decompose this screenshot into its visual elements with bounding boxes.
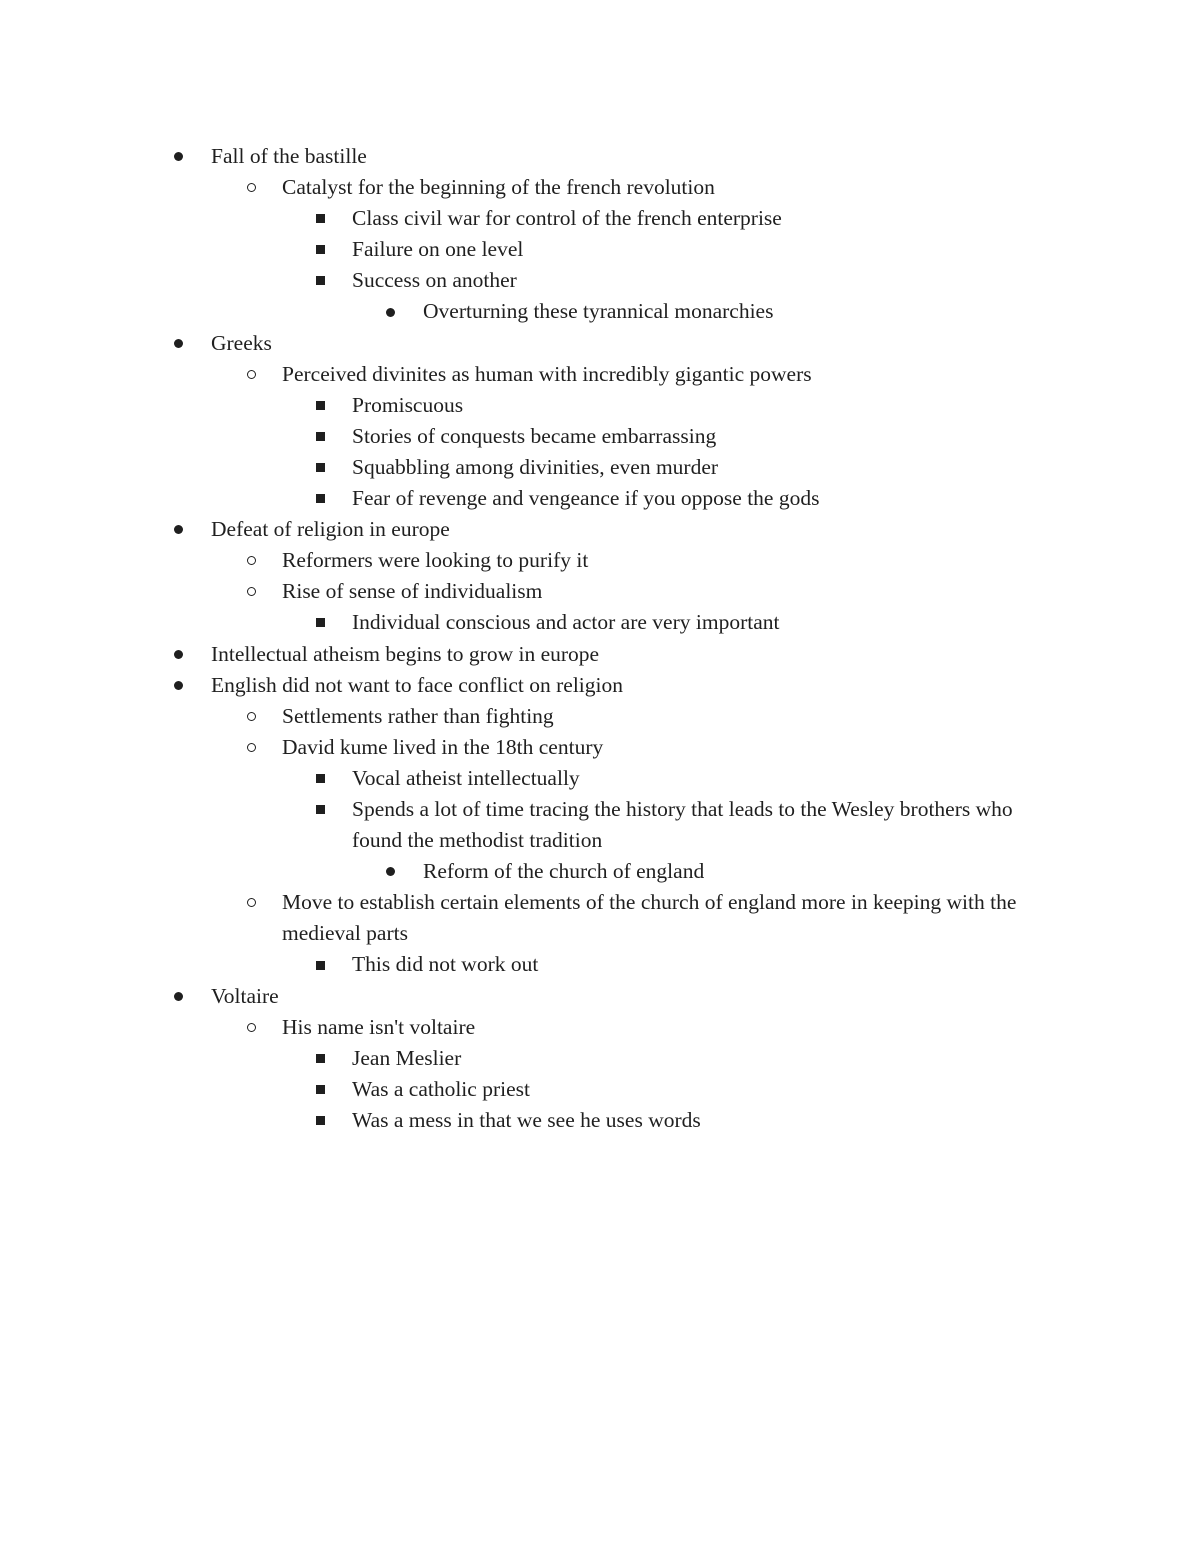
outline-item-text: Catalyst for the beginning of the french revolution bbox=[282, 175, 715, 200]
square-bullet-icon bbox=[316, 452, 325, 483]
hollow-circle-bullet-icon bbox=[247, 172, 256, 203]
square-bullet-icon bbox=[316, 763, 325, 794]
hollow-circle-bullet-icon bbox=[247, 701, 256, 732]
outline-item-level-1 bbox=[211, 639, 1071, 670]
square-bullet-icon bbox=[316, 390, 325, 421]
outline-item-level-3 bbox=[352, 794, 1052, 856]
square-bullet-icon bbox=[316, 421, 325, 452]
outline-item-level-3 bbox=[352, 234, 1052, 265]
outline-item-level-3 bbox=[352, 390, 1052, 421]
filled-circle-bullet-icon bbox=[386, 296, 395, 327]
outline-item-level-2 bbox=[282, 701, 1072, 732]
outline-item-level-3 bbox=[352, 607, 1052, 638]
outline-item-level-2 bbox=[282, 1012, 1072, 1043]
filled-circle-bullet-icon bbox=[386, 856, 395, 887]
outline-item-level-3 bbox=[352, 483, 1052, 514]
outline-item-text: Jean Meslier bbox=[352, 1045, 462, 1070]
outline-item-text: Intellectual atheism begins to grow in europe bbox=[211, 641, 600, 666]
outline-item-level-3 bbox=[352, 949, 1052, 980]
outline-item-text: Settlements rather than fighting bbox=[282, 703, 554, 728]
outline-item-text: Defeat of religion in europe bbox=[211, 517, 450, 542]
outline-item-text: Was a mess in that we see he uses words bbox=[352, 1107, 701, 1132]
outline-item-level-1 bbox=[211, 670, 1071, 701]
bullet-outline bbox=[0, 141, 1200, 1136]
outline-item-level-2 bbox=[282, 576, 1072, 607]
outline-item-text: Perceived divinites as human with incredibly gigantic powers bbox=[282, 361, 812, 386]
outline-item-text: Move to establish certain elements of the church of england more in keeping with the medieval parts bbox=[282, 890, 1017, 946]
outline-item-level-3 bbox=[352, 265, 1052, 296]
square-bullet-icon bbox=[316, 794, 325, 825]
outline-item-text: Stories of conquests became embarrassing bbox=[352, 423, 717, 448]
outline-item-level-2 bbox=[282, 545, 1072, 576]
outline-item-level-3 bbox=[352, 1043, 1052, 1074]
filled-circle-bullet-icon bbox=[174, 981, 183, 1012]
square-bullet-icon bbox=[316, 203, 325, 234]
hollow-circle-bullet-icon bbox=[247, 732, 256, 763]
square-bullet-icon bbox=[316, 949, 325, 980]
outline-item-text: Reformers were looking to purify it bbox=[282, 548, 589, 573]
hollow-circle-bullet-icon bbox=[247, 1012, 256, 1043]
outline-item-text: Vocal atheist intellectually bbox=[352, 765, 580, 790]
outline-item-text: Class civil war for control of the french enterprise bbox=[352, 206, 782, 231]
square-bullet-icon bbox=[316, 1074, 325, 1105]
outline-item-text: Rise of sense of individualism bbox=[282, 579, 543, 604]
outline-item-level-3 bbox=[352, 452, 1052, 483]
filled-circle-bullet-icon bbox=[174, 141, 183, 172]
outline-item-level-3 bbox=[352, 1074, 1052, 1105]
hollow-circle-bullet-icon bbox=[247, 359, 256, 390]
outline-item-text: Failure on one level bbox=[352, 237, 524, 262]
outline-item-level-1 bbox=[211, 981, 1071, 1012]
outline-item-level-2 bbox=[282, 172, 1072, 203]
outline-item-text: Success on another bbox=[352, 268, 517, 293]
outline-item-text: Was a catholic priest bbox=[352, 1076, 530, 1101]
filled-circle-bullet-icon bbox=[174, 670, 183, 701]
square-bullet-icon bbox=[316, 483, 325, 514]
outline-item-text: This did not work out bbox=[352, 952, 539, 977]
hollow-circle-bullet-icon bbox=[247, 887, 256, 918]
square-bullet-icon bbox=[316, 234, 325, 265]
filled-circle-bullet-icon bbox=[174, 639, 183, 670]
outline-item-level-2 bbox=[282, 732, 1072, 763]
hollow-circle-bullet-icon bbox=[247, 545, 256, 576]
outline-item-text: English did not want to face conflict on religion bbox=[211, 672, 623, 697]
outline-item-level-1 bbox=[211, 141, 1071, 172]
hollow-circle-bullet-icon bbox=[247, 576, 256, 607]
outline-item-level-2 bbox=[282, 359, 1072, 390]
square-bullet-icon bbox=[316, 265, 325, 296]
square-bullet-icon bbox=[316, 1105, 325, 1136]
outline-item-level-4 bbox=[423, 296, 1073, 327]
outline-item-level-3 bbox=[352, 1105, 1052, 1136]
filled-circle-bullet-icon bbox=[174, 328, 183, 359]
outline-item-text: Individual conscious and actor are very important bbox=[352, 610, 780, 635]
outline-item-level-3 bbox=[352, 203, 1052, 234]
outline-item-text: Fear of revenge and vengeance if you oppose the gods bbox=[352, 486, 820, 511]
outline-item-level-1 bbox=[211, 328, 1071, 359]
outline-item-text: Greeks bbox=[211, 330, 272, 355]
outline-item-text: Reform of the church of england bbox=[423, 859, 705, 884]
outline-item-level-3 bbox=[352, 421, 1052, 452]
outline-item-text: Voltaire bbox=[211, 983, 279, 1008]
outline-item-text: His name isn't voltaire bbox=[282, 1014, 476, 1039]
outline-item-text: Promiscuous bbox=[352, 392, 464, 417]
outline-item-text: Fall of the bastille bbox=[211, 144, 367, 168]
square-bullet-icon bbox=[316, 1043, 325, 1074]
outline-item-text: David kume lived in the 18th century bbox=[282, 734, 604, 759]
square-bullet-icon bbox=[316, 607, 325, 638]
outline-item-level-2 bbox=[282, 887, 1072, 949]
outline-item-level-4 bbox=[423, 856, 1073, 887]
outline-item-level-3 bbox=[352, 763, 1052, 794]
outline-item-text: Overturning these tyrannical monarchies bbox=[423, 299, 774, 324]
outline-item-text: Spends a lot of time tracing the history that leads to the Wesley brothers who found the methodist tradition bbox=[352, 796, 1013, 853]
filled-circle-bullet-icon bbox=[174, 514, 183, 545]
outline-item-level-1 bbox=[211, 514, 1071, 545]
outline-item-text: Squabbling among divinities, even murder bbox=[352, 454, 719, 479]
